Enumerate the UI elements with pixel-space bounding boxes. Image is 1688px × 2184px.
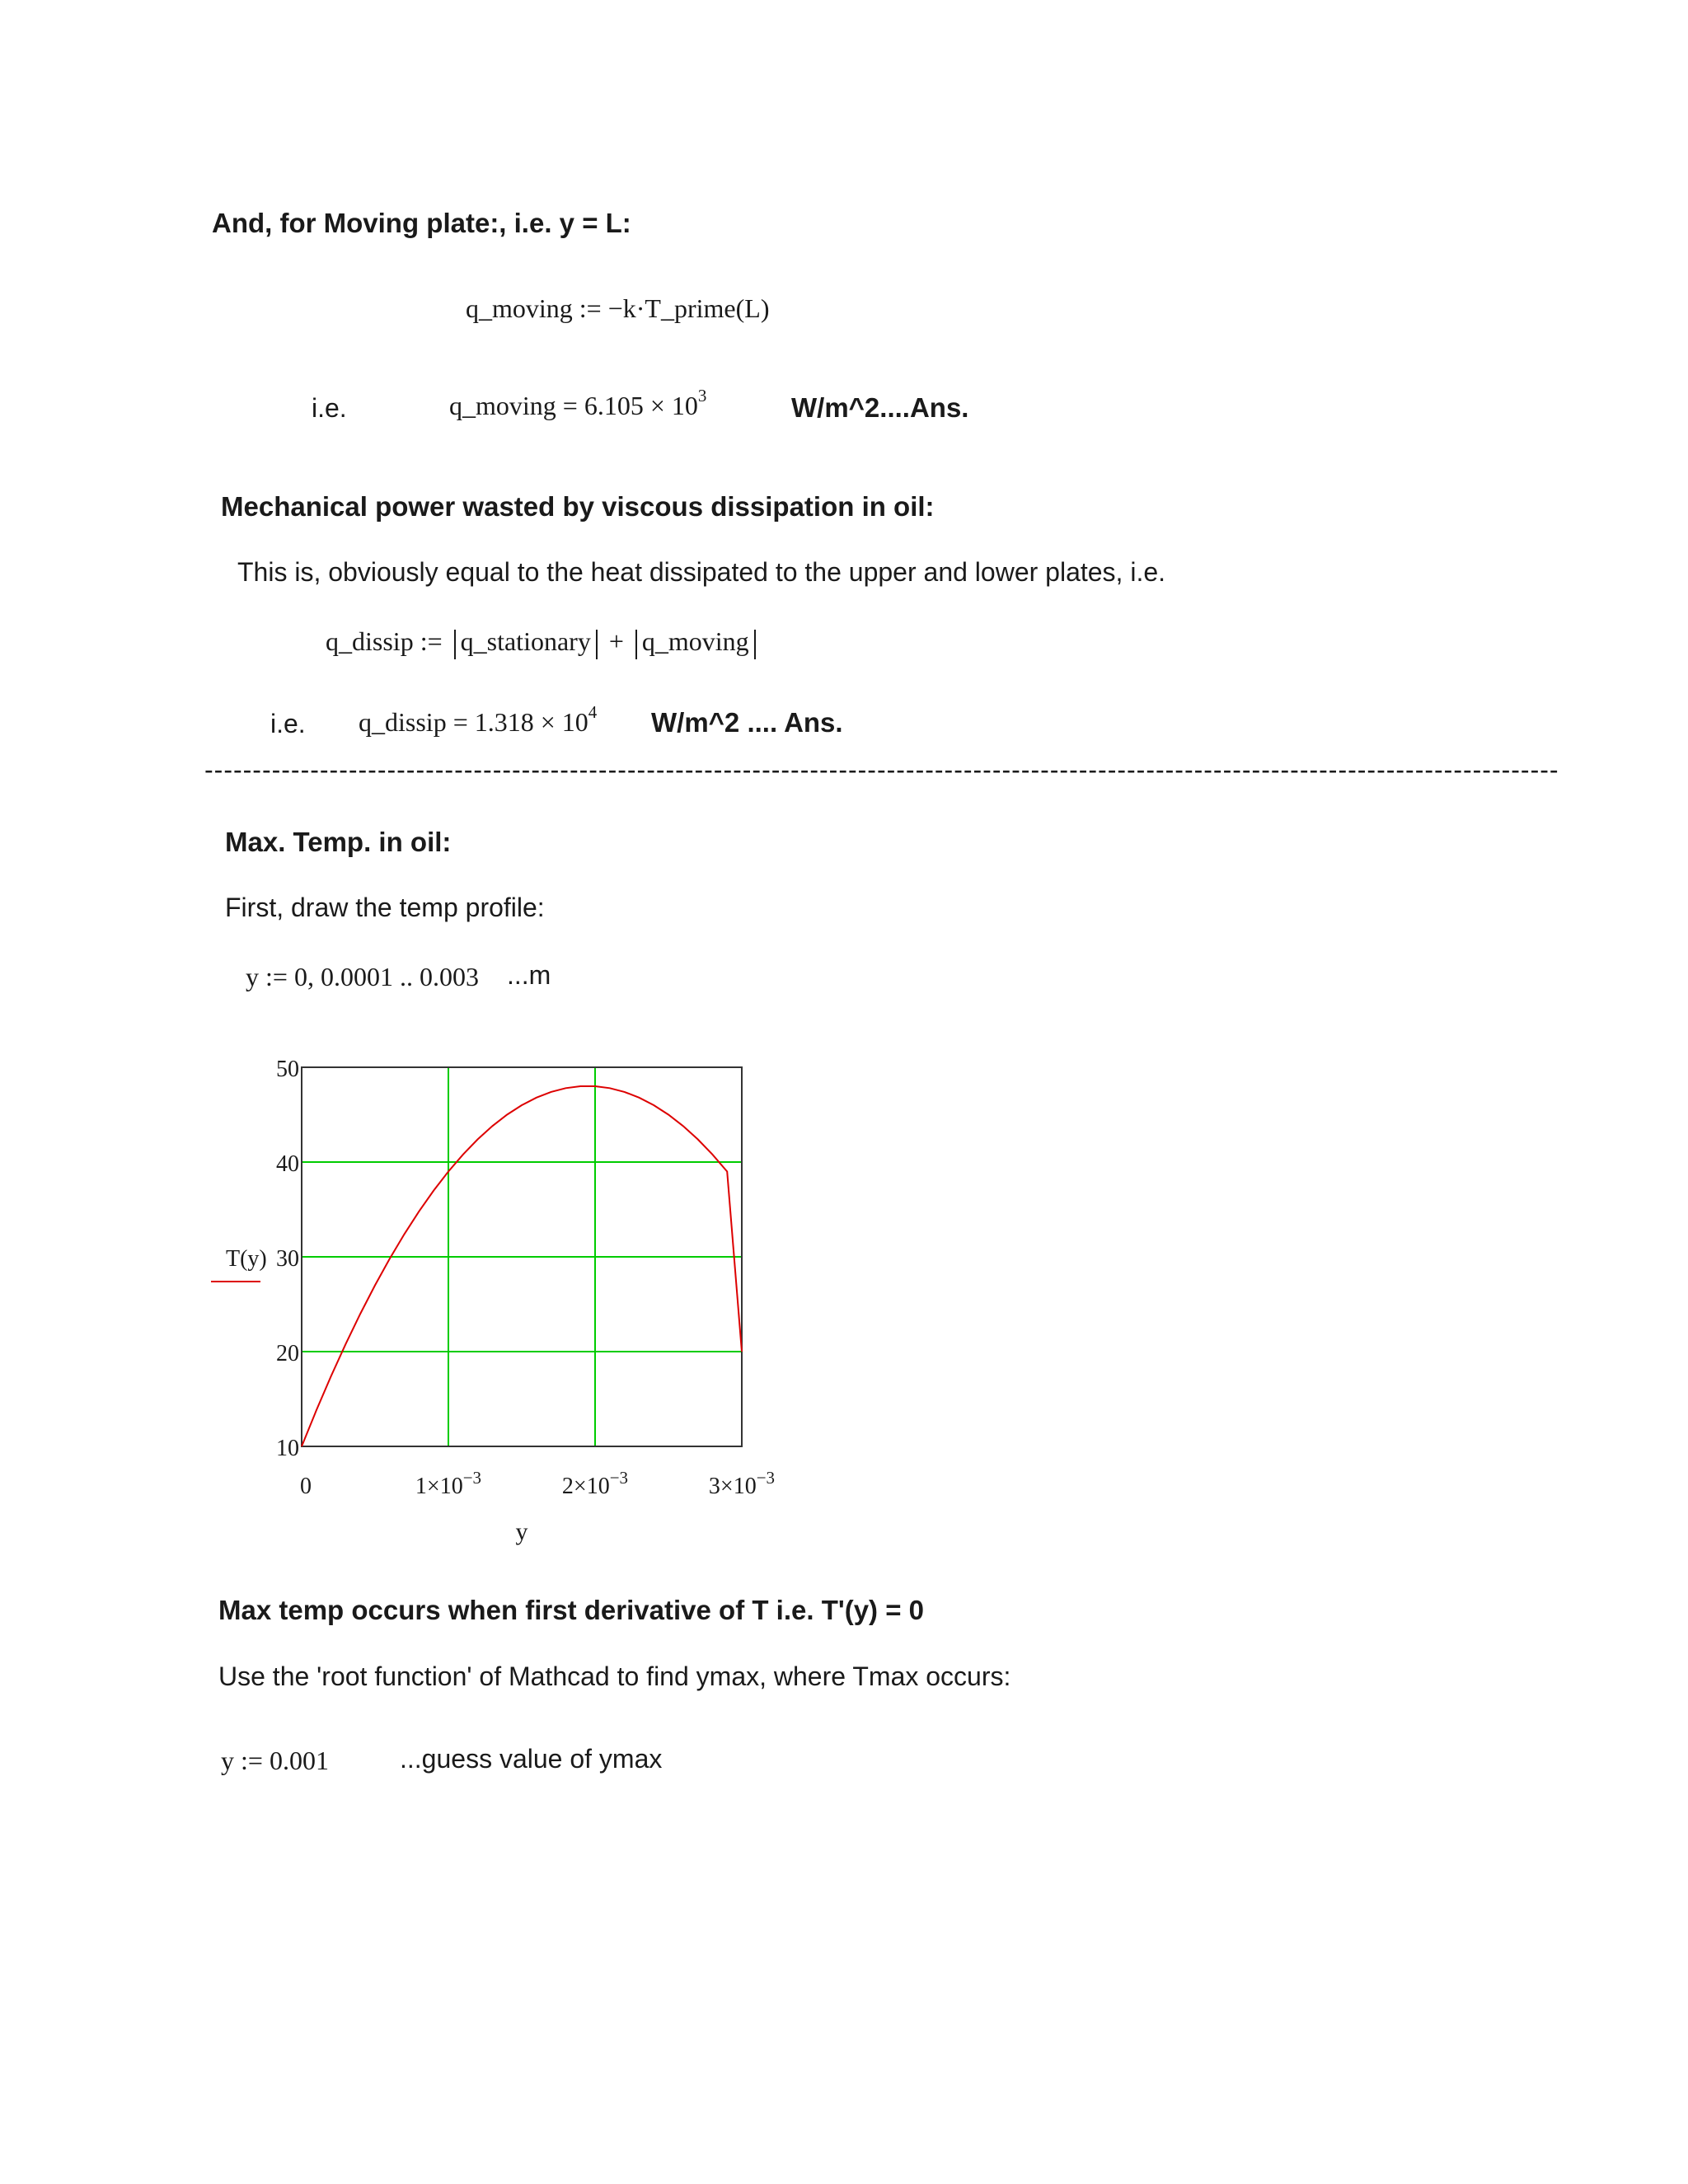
q-dissip-result-exponent: 4	[588, 702, 598, 722]
q-dissip-result	[359, 702, 598, 738]
q-moving-term: q_moving	[641, 626, 749, 656]
ie-label: i.e.	[270, 709, 306, 738]
mechanical-power-text: This is, obviously equal to the heat dissipated to the upper and lower plates, i.e.	[237, 557, 1166, 587]
q-dissip-lhs: q_dissip :=	[326, 626, 443, 656]
max-temp-condition-heading: Max temp occurs when first derivative of T i.e. T'(y) = 0	[218, 1595, 925, 1625]
ie-label: i.e.	[312, 393, 347, 423]
q-moving-result-text: q_moving = 6.105 × 10	[449, 391, 698, 420]
abs-bar	[635, 630, 637, 659]
x-tick-label: $1\times 10^{-3}$	[415, 1468, 482, 1499]
y-tick-label: 50	[276, 1057, 299, 1082]
q-dissip-unit: W/m^2 .... Ans.	[651, 707, 843, 738]
abs-bar	[754, 630, 756, 659]
x-tick-exponent: −3	[756, 1468, 776, 1488]
x-tick-label: $2\times 10^{-3}$	[561, 1468, 629, 1499]
q-dissip-definition	[326, 626, 761, 659]
q-moving-result	[449, 386, 707, 421]
moving-plate-heading: And, for Moving plate:, i.e. y = L:	[212, 208, 631, 238]
y-range-definition: y := 0, 0.0001 .. 0.003	[246, 962, 479, 991]
max-temp-heading: Max. Temp. in oil:	[225, 827, 452, 857]
abs-bar	[454, 630, 456, 659]
x-tick-label: 0	[300, 1474, 312, 1499]
q-dissip-result-text: q_dissip = 1.318 × 10	[359, 707, 588, 737]
section-divider: ---------------------------------------------------------------------------------------------------------------------------------------------	[204, 755, 1559, 785]
q-moving-definition: q_moving := −k·T_prime(L)	[466, 293, 770, 323]
q-moving-result-exponent: 3	[697, 386, 707, 405]
temp-profile-text: First, draw the temp profile:	[225, 893, 545, 922]
y-tick-label: 40	[276, 1151, 299, 1177]
q-moving-unit: W/m^2....Ans.	[791, 392, 969, 423]
y-tick-label: 10	[276, 1436, 299, 1461]
x-tick-label: $3\times 10^{-3}$	[708, 1468, 776, 1499]
plus-sign: +	[608, 626, 624, 656]
y-axis-label: T(y)	[226, 1246, 267, 1272]
q-stationary-term: q_stationary	[460, 626, 591, 656]
y-guess-definition: y := 0.001	[221, 1746, 329, 1775]
y-range-unit: ...m	[507, 960, 551, 990]
x-tick-exponent: −3	[609, 1468, 629, 1488]
abs-bar	[596, 630, 598, 659]
series-line-t-y-	[302, 1086, 742, 1446]
mechanical-power-heading: Mechanical power wasted by viscous dissipation in oil:	[221, 491, 935, 522]
temperature-profile-chart	[206, 1047, 799, 1549]
y-tick-label: 20	[276, 1341, 299, 1366]
root-function-text: Use the 'root function' of Mathcad to find ymax, where Tmax occurs:	[218, 1661, 1011, 1691]
x-axis-label: y	[515, 1518, 528, 1545]
y-guess-note: ...guess value of ymax	[400, 1744, 663, 1774]
x-tick-exponent: −3	[462, 1468, 482, 1488]
y-tick-label: 30	[276, 1246, 299, 1272]
